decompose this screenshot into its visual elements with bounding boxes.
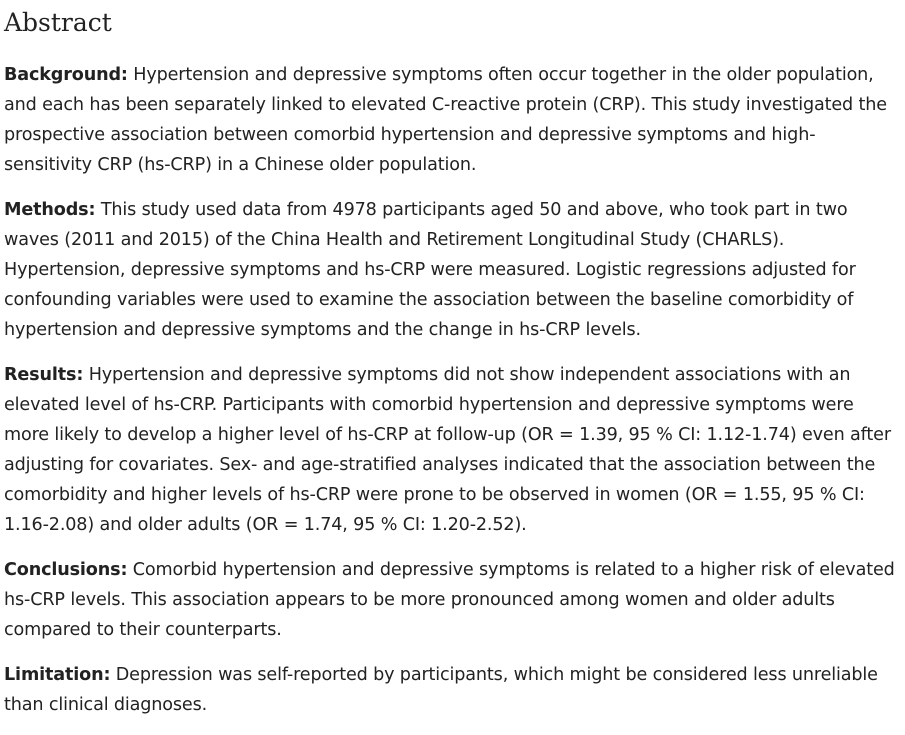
methods-label: Methods:	[4, 200, 96, 220]
results-text: Hypertension and depressive symptoms did not show independent associations with an elevated level of hs-CRP. Participants with comorbid hypertension and depressive symptoms were more likely to develop a higher level of hs-CRP at follow-up (OR = 1.39, 95 % CI: 1.12-1.74) even after adjusting for covariates. Sex- and age-stratified analyses indicated that the association between the comorbidity and higher levels of hs-CRP were prone to be observed in women (OR = 1.55, 95 % CI: 1.16-2.08) and older adults (OR = 1.74, 95 % CI: 1.20-2.52).	[4, 365, 891, 535]
results-paragraph	[4, 360, 902, 540]
conclusions-text: Comorbid hypertension and depressive symptoms is related to a higher risk of elevated hs-CRP levels. This association appears to be more pronounced among women and older adults compared to their counterparts.	[4, 560, 895, 640]
limitation-label: Limitation:	[4, 665, 111, 685]
abstract-heading: Abstract	[4, 8, 112, 37]
background-paragraph	[4, 60, 902, 180]
abstract-section	[4, 0, 902, 735]
limitation-text: Depression was self-reported by participants, which might be considered less unreliable than clinical diagnoses.	[4, 665, 878, 715]
conclusions-paragraph	[4, 555, 902, 645]
limitation-paragraph	[4, 660, 902, 720]
methods-text: This study used data from 4978 participants aged 50 and above, who took part in two waves (2011 and 2015) of the China Health and Retirement Longitudinal Study (CHARLS). Hypertension, depressive symptoms and hs-CRP were measured. Logistic regressions adjusted for confounding variables were used to examine the association between the baseline comorbidity of hypertension and depressive symptoms and the change in hs-CRP levels.	[4, 200, 856, 340]
background-text: Hypertension and depressive symptoms often occur together in the older population, and each has been separately linked to elevated C-reactive protein (CRP). This study investigated the prospective association between comorbid hypertension and depressive symptoms and high-sensitivity CRP (hs-CRP) in a Chinese older population.	[4, 65, 887, 175]
methods-paragraph	[4, 195, 902, 345]
results-label: Results:	[4, 365, 84, 385]
background-label: Background:	[4, 65, 128, 85]
conclusions-label: Conclusions:	[4, 560, 128, 580]
